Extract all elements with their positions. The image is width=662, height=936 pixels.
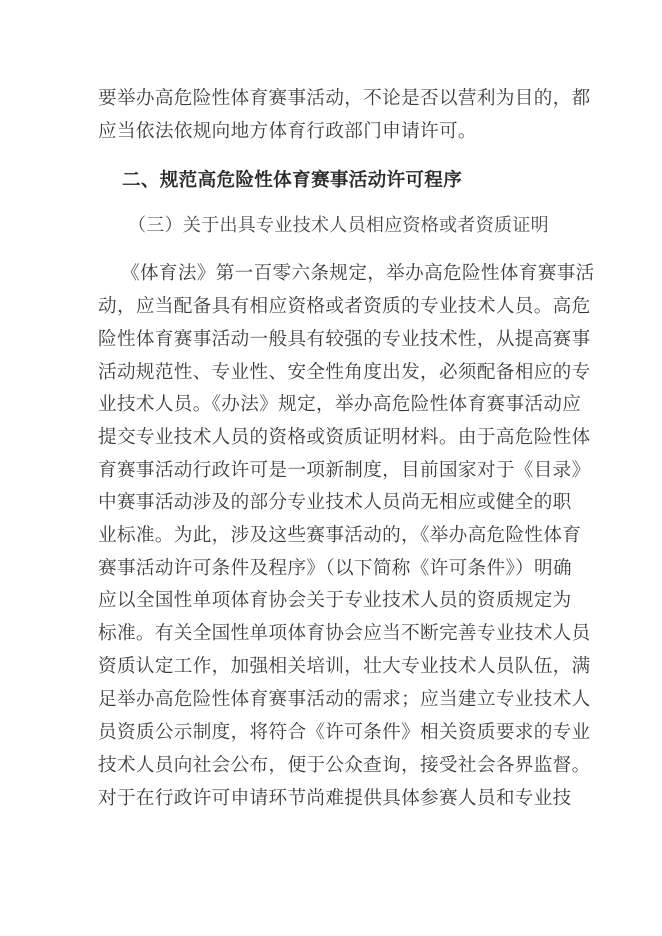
body-line-5: 业技术人员。《办法》规定，举办高危险性体育赛事活动应 [98, 394, 582, 415]
body-line-8: 中赛事活动涉及的部分专业技术人员尚无相应或健全的职 [98, 492, 572, 513]
intro-line-2: 应当依法依规向地方体育行政部门申请许可。 [98, 121, 477, 142]
intro-line-1: 要举办高危险性体育赛事活动，不论是否以营利为目的，都 [98, 88, 591, 109]
body-line-10: 赛事活动许可条件及程序》（以下简称《许可条件》）明确 [98, 558, 572, 579]
body-line-2: 动，应当配备具有相应资格或者资质的专业技术人员。高危 [98, 296, 591, 317]
body-line-4: 活动规范性、专业性、安全性角度出发，必须配备相应的专 [98, 362, 591, 383]
body-line-7: 育赛事活动行政许可是一项新制度，目前国家对于《目录》 [98, 460, 591, 481]
body-line-9: 业标准。为此，涉及这些赛事活动的，《举办高危险性体育 [98, 525, 582, 546]
body-line-14: 足举办高危险性体育赛事活动的需求；应当建立专业技术人 [98, 689, 591, 710]
body-line-13: 资质认定工作，加强相关培训，壮大专业技术人员队伍，满 [98, 656, 591, 677]
body-line-15: 员资质公示制度，将符合《许可条件》相关资质要求的专业 [98, 722, 591, 743]
body-line-3: 险性体育赛事活动一般具有较强的专业技术性，从提高赛事 [98, 329, 591, 350]
body-line-11: 应以全国性单项体育协会关于专业技术人员的资质规定为 [98, 590, 572, 611]
section-heading: 二、规范高危险性体育赛事活动许可程序 [122, 170, 463, 191]
body-line-12: 标准。有关全国性单项体育协会应当不断完善专业技术人员 [98, 623, 591, 644]
body-line-17: 对于在行政许可申请环节尚难提供具体参赛人员和专业技 [98, 788, 572, 809]
body-line-6: 提交专业技术人员的资格或资质证明材料。由于高危险性体 [98, 427, 591, 448]
subsection-heading: （三）关于出具专业技术人员相应资格或者资质证明 [128, 215, 549, 236]
body-line-1: 《体育法》第一百零六条规定，举办高危险性体育赛事活 [121, 263, 595, 284]
body-line-16: 技术人员向社会公布，便于公众查询，接受社会各界监督。 [98, 755, 591, 776]
